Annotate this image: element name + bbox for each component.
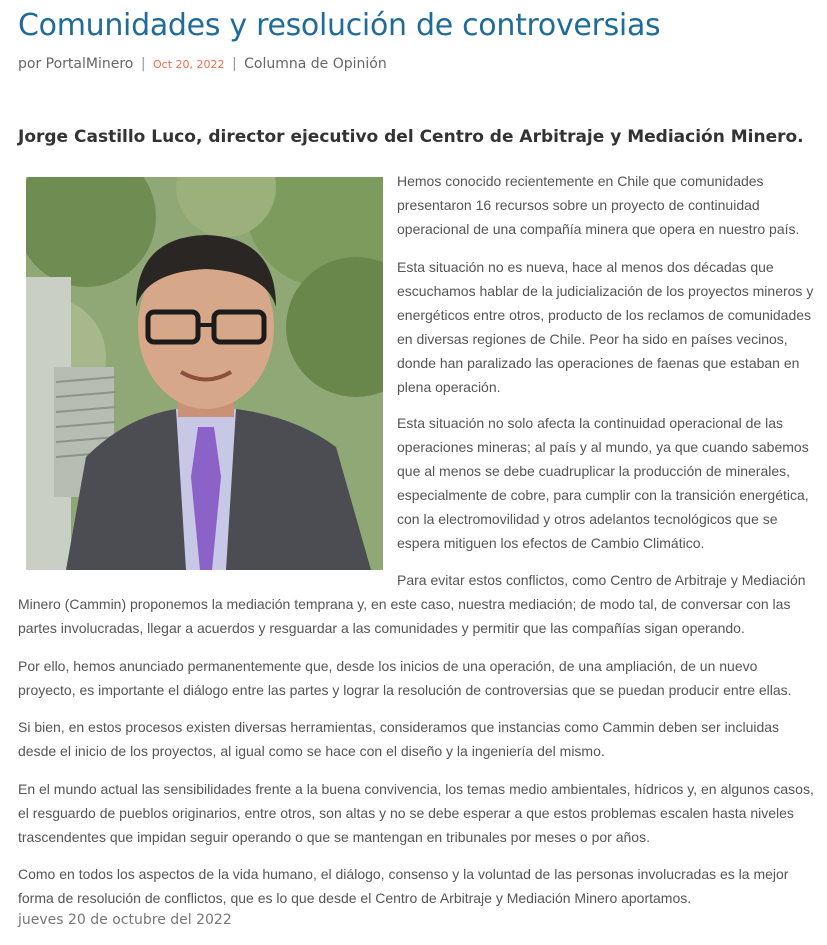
meta-separator: | <box>140 56 146 72</box>
paragraph: Si bien, en estos procesos existen diversas herramientas, consideramos que instancias como Cammin deben ser incluidas desde el inicio de los proyectos, al igual como se hace con el diseño y la ingeniería del mismo. <box>18 719 780 759</box>
author-link[interactable]: PortalMinero <box>45 56 134 72</box>
meta-separator: | <box>231 56 237 72</box>
meta-prefix: por <box>18 56 42 72</box>
paragraph: Para evitar estos conflictos, como Centro de Arbitraje y Mediación Minero (Cammin) proponemos la mediación temprana y, en este caso, nuestra mediación; de modo tal, de conversar con las partes involucradas, llegar a acuerdos y resguardar a las comunidades y permitir que las compañías sigan operando. <box>18 572 806 636</box>
paragraph: En el mundo actual las sensibilidades frente a la buena convivencia, los temas medio ambientales, hídricos y, en algunos casos, el resguardo de pueblos originarios, entre otros, son altas y no se debe esperar a que estos problemas escalen hasta niveles trascendentes que impidan seguir operando o que se mantengan en tribunales por meses o por años. <box>18 781 814 845</box>
category-link[interactable]: Columna de Opinión <box>244 56 387 72</box>
paragraph: Por ello, hemos anunciado permanentemente que, desde los inicios de una operación, de una ampliación, de un nuevo proyecto, es importante el diálogo entre las partes y lograr la resolución de controversias que se puedan producir entre ellas. <box>18 658 792 698</box>
article-meta <box>18 56 387 72</box>
article-subtitle: Jorge Castillo Luco, director ejecutivo del Centro de Arbitraje y Mediación Minero. <box>18 127 804 147</box>
article-title: Comunidades y resolución de controversias <box>18 8 661 43</box>
publish-date: Oct 20, 2022 <box>153 58 225 71</box>
paragraph: Esta situación no solo afecta la continuidad operacional de las operaciones mineras; al país y al mundo, ya que cuando sabemos que al menos se debe cuadruplicar la producción de minerales, especialmente de cobre, para cumplir con la transición energética, con la electromovilidad y otros adelantos tecnológicos que se espera mitiguen los efectos de Cambio Climático. <box>397 415 809 551</box>
footer-date: jueves 20 de octubre del 2022 <box>18 912 232 928</box>
author-photo <box>26 177 383 570</box>
paragraph: Como en todos los aspectos de la vida humano, el diálogo, consenso y la voluntad de las personas involucradas es la mejor forma de resolución de conflictos, que es lo que desde el Centro de Arbitraje y Mediación Minero aportamos. <box>18 866 789 906</box>
paragraph: Hemos conocido recientemente en Chile que comunidades presentaron 16 recursos sobre un proyecto de continuidad operacional de una compañía minera que opera en nuestro país. <box>397 173 800 237</box>
paragraph: Esta situación no es nueva, hace al menos dos décadas que escuchamos hablar de la judicialización de los proyectos mineros y energéticos entre otros, producto de los reclamos de comunidades en diversas regiones de Chile. Peor ha sido en países vecinos, donde han paralizado las operaciones de faenas que estaban en plena operación. <box>397 259 814 395</box>
